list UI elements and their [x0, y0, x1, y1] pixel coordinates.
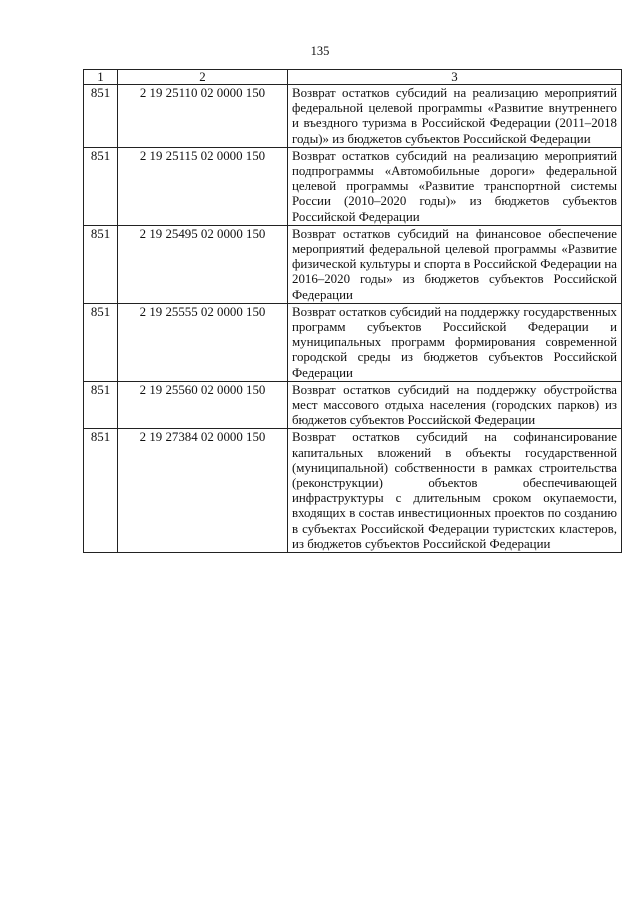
table-header-row	[84, 70, 622, 85]
budget-code-cell: 2 19 25560 02 0000 150	[118, 381, 288, 429]
column-header-1: 1	[84, 70, 118, 85]
column-header-2: 2	[118, 70, 288, 85]
table-row	[84, 225, 622, 303]
description-cell: Возврат остатков субсидий на финансовое обеспечение мероприятий федеральной целевой программы «Развитие физической культуры и спорта в Российской Федерации на 2016–2020 годы» из бюджетов субъектов Российской Федерации	[288, 225, 622, 303]
budget-code-cell: 2 19 25110 02 0000 150	[118, 85, 288, 148]
description-cell: Возврат остатков субсидий на поддержку государственных программ субъектов Российской Федерации и муниципальных программ формирования современной городской среды из бюджетов субъектов Российской Федерации	[288, 303, 622, 381]
table-row	[84, 85, 622, 148]
description-cell: Возврат остатков субсидий на реализацию мероприятий подпрограммы «Автомобильные дороги» федеральной целевой программы «Развитие транспортной системы России (2010–2020 годы)» из бюджетов субъектов Российской Федерации	[288, 147, 622, 225]
description-cell: Возврат остатков субсидий на реализацию мероприятий федеральной целевой програмmы «Развитие внутреннего и въездного туризма в Российской Федерации (2011–2018 годы)» из бюджетов субъектов Российской Федерации	[288, 85, 622, 148]
budget-code-cell: 2 19 25495 02 0000 150	[118, 225, 288, 303]
admin-code-cell: 851	[84, 147, 118, 225]
admin-code-cell: 851	[84, 303, 118, 381]
budget-code-cell: 2 19 25115 02 0000 150	[118, 147, 288, 225]
table-row	[84, 147, 622, 225]
budget-code-cell: 2 19 25555 02 0000 150	[118, 303, 288, 381]
budget-codes-table	[83, 69, 622, 553]
table-row	[84, 303, 622, 381]
description-cell: Возврат остатков субсидий на поддержку обустройства мест массового отдыха населения (городских парков) из бюджетов субъектов Российской Федерации	[288, 381, 622, 429]
admin-code-cell: 851	[84, 85, 118, 148]
table-row	[84, 429, 622, 553]
budget-code-cell: 2 19 27384 02 0000 150	[118, 429, 288, 553]
admin-code-cell: 851	[84, 225, 118, 303]
table-row	[84, 381, 622, 429]
admin-code-cell: 851	[84, 429, 118, 553]
admin-code-cell: 851	[84, 381, 118, 429]
description-cell: Возврат остатков субсидий на софинансирование капитальных вложений в объекты государственной (муниципальной) собственности в рамках строительства (реконструкции) объектов обеспечивающей инфраструктуры с длительным сроком окупаемости, входящих в состав инвестиционных проектов по созданию в субъектах Российской Федерации туристских кластеров, из бюджетов субъектов Российской Федерации	[288, 429, 622, 553]
page-number: 135	[310, 44, 330, 58]
column-header-3: 3	[288, 70, 622, 85]
